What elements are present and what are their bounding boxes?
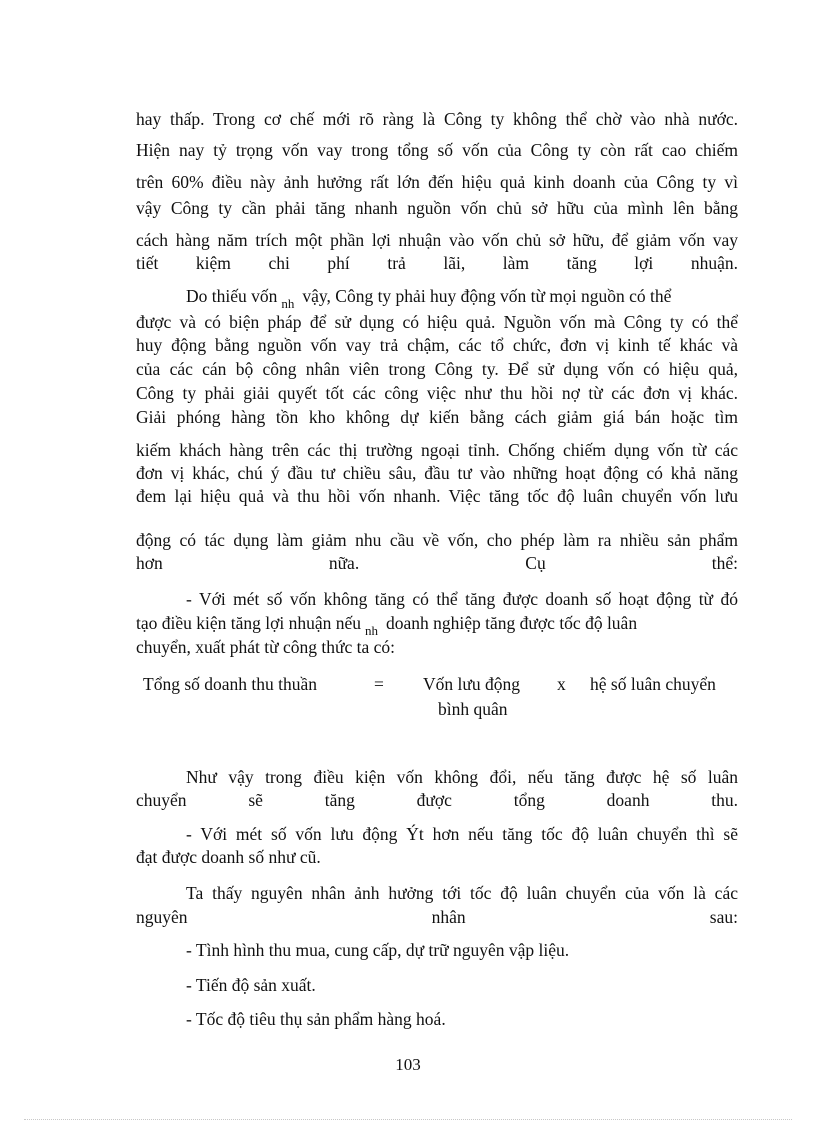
formula-times: x	[557, 674, 566, 694]
text-line: nguyên nhân sau:	[136, 907, 738, 927]
text-line: đạt được doanh số như cũ.	[136, 847, 321, 867]
formula-term2: hệ số luân chuyển	[590, 674, 716, 694]
formula-equals: =	[374, 674, 384, 694]
text-line: vậy Công ty cần phải tăng nhanh nguồn vốn chủ sở hữu của mình lên bằng	[136, 198, 738, 218]
text-line: chuyển, xuất phát từ công thức ta có:	[136, 637, 396, 657]
text-line: Công ty phải giải quyết tốt các công việc như thu hồi nợ từ các đơn vị khác.	[136, 383, 738, 403]
text-line: hơn nữa. Cụ thể:	[136, 553, 738, 573]
formula-lhs: Tổng số doanh thu thuần	[143, 674, 318, 694]
text-line: chuyển sẽ tăng được tổng doanh thu.	[136, 790, 738, 810]
text-fragment: Do thiếu vốn	[186, 286, 278, 306]
footer-divider	[24, 1119, 792, 1120]
text-line: được và có biện pháp để sử dụng có hiệu quả. Nguồn vốn mà Công ty có thể	[136, 312, 738, 332]
text-line: đơn vị khác, chú ý đầu tư chiều sâu, đầu tư vào những hoạt động có khả năng	[136, 463, 738, 483]
text-line: huy động bằng nguồn vốn vay trả chậm, các tổ chức, đơn vị kinh tế khác và	[136, 335, 738, 355]
text-line: kiếm khách hàng trên các thị trường ngoại tỉnh. Chống chiếm dụng vốn từ các	[136, 440, 738, 460]
text-line	[136, 612, 738, 636]
text-fragment: tạo điều kiện tăng lợi nhuận nếu	[136, 613, 362, 633]
text-line: tiết kiệm chi phí trả lãi, làm tăng lợi nhuận.	[136, 253, 738, 273]
text-line: - Với mét số vốn lưu động Ýt hơn nếu tăng tốc độ luân chuyển thì sẽ	[186, 824, 738, 844]
text-line	[186, 285, 738, 309]
text-fragment: doanh nghiệp tăng được tốc độ luân	[386, 613, 638, 633]
text-line: hay thấp. Trong cơ chế mới rõ ràng là Công ty không thể chờ vào nhà nước.	[136, 109, 738, 129]
text-line: của các cán bộ công nhân viên trong Công ty. Để sử dụng vốn có hiệu quả,	[136, 359, 738, 379]
text-fragment: vậy, Công ty phải huy động vốn từ mọi nguồn có thể	[302, 286, 672, 306]
subscript-mark: nh	[365, 623, 379, 638]
page-number: 103	[395, 1055, 421, 1074]
text-line: - Tiến độ sản xuất.	[186, 975, 316, 995]
text-line: Giải phóng hàng tồn kho không dự kiến bằng cách giảm giá bán hoặc tìm	[136, 407, 738, 427]
formula-term1-cont: bình quân	[438, 699, 508, 719]
text-line: - Tốc độ tiêu thụ sản phẩm hàng hoá.	[186, 1009, 446, 1029]
text-line: - Tình hình thu mua, cung cấp, dự trữ nguyên vập liệu.	[186, 940, 570, 960]
text-line: động có tác dụng làm giảm nhu cầu về vốn, cho phép làm ra nhiều sản phẩm	[136, 530, 738, 550]
formula-term1: Vốn lưu động	[423, 674, 520, 694]
text-line: Ta thấy nguyên nhân ảnh hưởng tới tốc độ luân chuyển của vốn là các	[186, 883, 738, 903]
text-line: cách hàng năm trích một phần lợi nhuận vào vốn chủ sở hữu, để giảm vốn vay	[136, 230, 738, 250]
subscript-mark: nh	[281, 296, 295, 311]
text-line: Hiện nay tỷ trọng vốn vay trong tổng số vốn của Công ty còn rất cao chiếm	[136, 140, 738, 160]
text-line: đem lại hiệu quả và thu hồi vốn nhanh. Việc tăng tốc độ luân chuyển vốn lưu	[136, 486, 738, 506]
text-line: trên 60% điều này ảnh hưởng rất lớn đến hiệu quả kinh doanh của Công ty vì	[136, 172, 738, 192]
text-line: - Với mét số vốn không tăng có thể tăng được doanh số hoạt động từ đó	[186, 589, 738, 609]
text-line: Như vậy trong điều kiện vốn không đổi, nếu tăng được hệ số luân	[186, 767, 738, 787]
